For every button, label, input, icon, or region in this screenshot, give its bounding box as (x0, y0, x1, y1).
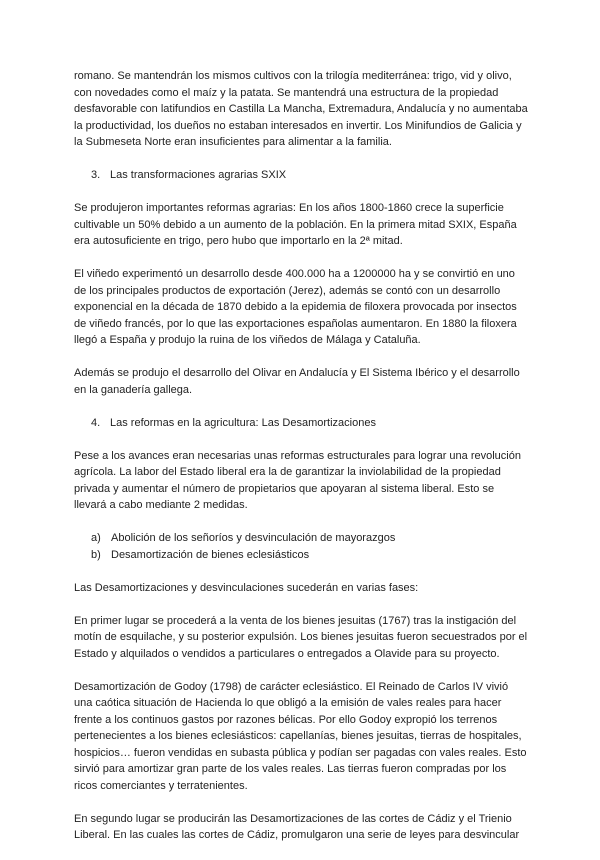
paragraph: Las Desamortizaciones y desvinculaciones sucederán en varias fases: (74, 581, 419, 594)
paragraph: Además se produjo el desarrollo del Olivar en Andalucía y El Sistema Ibérico y el desarrollo en la ganadería gallega. (74, 367, 520, 396)
section-heading (74, 415, 528, 432)
section-heading (74, 167, 528, 184)
lettered-list (74, 530, 528, 563)
paragraph: romano. Se mantendrán los mismos cultivos con la trilogía mediterránea: trigo, vid y olivo, con novedades como el maíz y la patata. Se mantendrá una estructura de la propiedad desfavorable con latifundios en Castilla La Mancha, Extremadura, Andalucía y no aumentaba la productividad, los dueños no estaban interesados en invertir. Los Minifundios de Galicia y la Submeseta Norte eran insuficientes para alimentar a la familia. (74, 70, 528, 148)
list-item-text: Abolición de los señoríos y desvinculación de mayorazgos (111, 532, 396, 544)
paragraph: Pese a los avances eran necesarias unas reformas estructurales para lograr una revolución agrícola. La labor del Estado liberal era la de garantizar la inviolabilidad de la propiedad privada y aumentar el número de propietarios que apoyaran al sistema liberal. Esto se llevará a cabo mediante 2 medidas. (74, 449, 521, 511)
list-item (74, 547, 528, 564)
paragraph: El viñedo experimentó un desarrollo desde 400.000 ha a 1200000 ha y se convirtió en uno de los principales productos de exportación (Jerez), además se contó con un desarrollo exponencial en la década de 1870 debido a la epidemia de filoxera provocada por insectos de viñedo francés, por lo que las exportaciones españolas aumentaron. En 1880 la filoxera llegó a España y produjo la ruina de los viñedos de Málaga y Cataluña. (74, 268, 517, 346)
document-body (74, 68, 528, 860)
paragraph: Se produjeron importantes reformas agrarias: En los años 1800-1860 crece la superficie cultivable un 50% debido a un aumento de la población. En la primera mitad SXIX, España era autosuficiente en trigo, pero hubo que importarlo en la 2ª mitad. (74, 202, 517, 247)
list-item-text: Desamortización de bienes eclesiásticos (111, 548, 310, 561)
paragraph: En segundo lugar se producirán las Desamortizaciones de las cortes de Cádiz y el Trienio Liberal. En las cuales las cortes de Cádiz, promulgaron una serie de leyes para desvincular (74, 812, 520, 841)
list-item (74, 530, 528, 547)
paragraph: En primer lugar se procederá a la venta de los bienes jesuitas (1767) tras la instigación del motín de esquilache, y su posterior expulsión. Los bienes jesuitas fueron secuestrados por el Estado y alquilados o vendidos a particulares o entregados a Olavide para su proyecto. (74, 614, 528, 660)
heading-text: Las reformas en la agricultura: Las Desamortizaciones (110, 416, 376, 429)
heading-number: 4. (91, 416, 101, 429)
list-marker: a) (91, 532, 101, 544)
heading-number: 3. (91, 169, 101, 181)
paragraph: Desamortización de Godoy (1798) de carácter eclesiástico. El Reinado de Carlos IV vivió una caótica situación de Hacienda lo que obligó a la emisión de vales reales para hacer frente a los continuos gastos por razones bélicas. Por ello Godoy expropió los terrenos pertenecientes a los bienes eclesiásticos: capellanías, bienes jesuitas, tierras de hospitales, hospicios… fueron vendidas en subasta pública y podían ser pagadas con vales reales. Esto sirvió para amortizar gran parte de los vales reales. Las tierras fueron compradas por los ricos comerciantes y terratenientes. (74, 680, 527, 792)
heading-text: Las transformaciones agrarias SXIX (110, 169, 287, 181)
list-marker: b) (91, 548, 101, 561)
